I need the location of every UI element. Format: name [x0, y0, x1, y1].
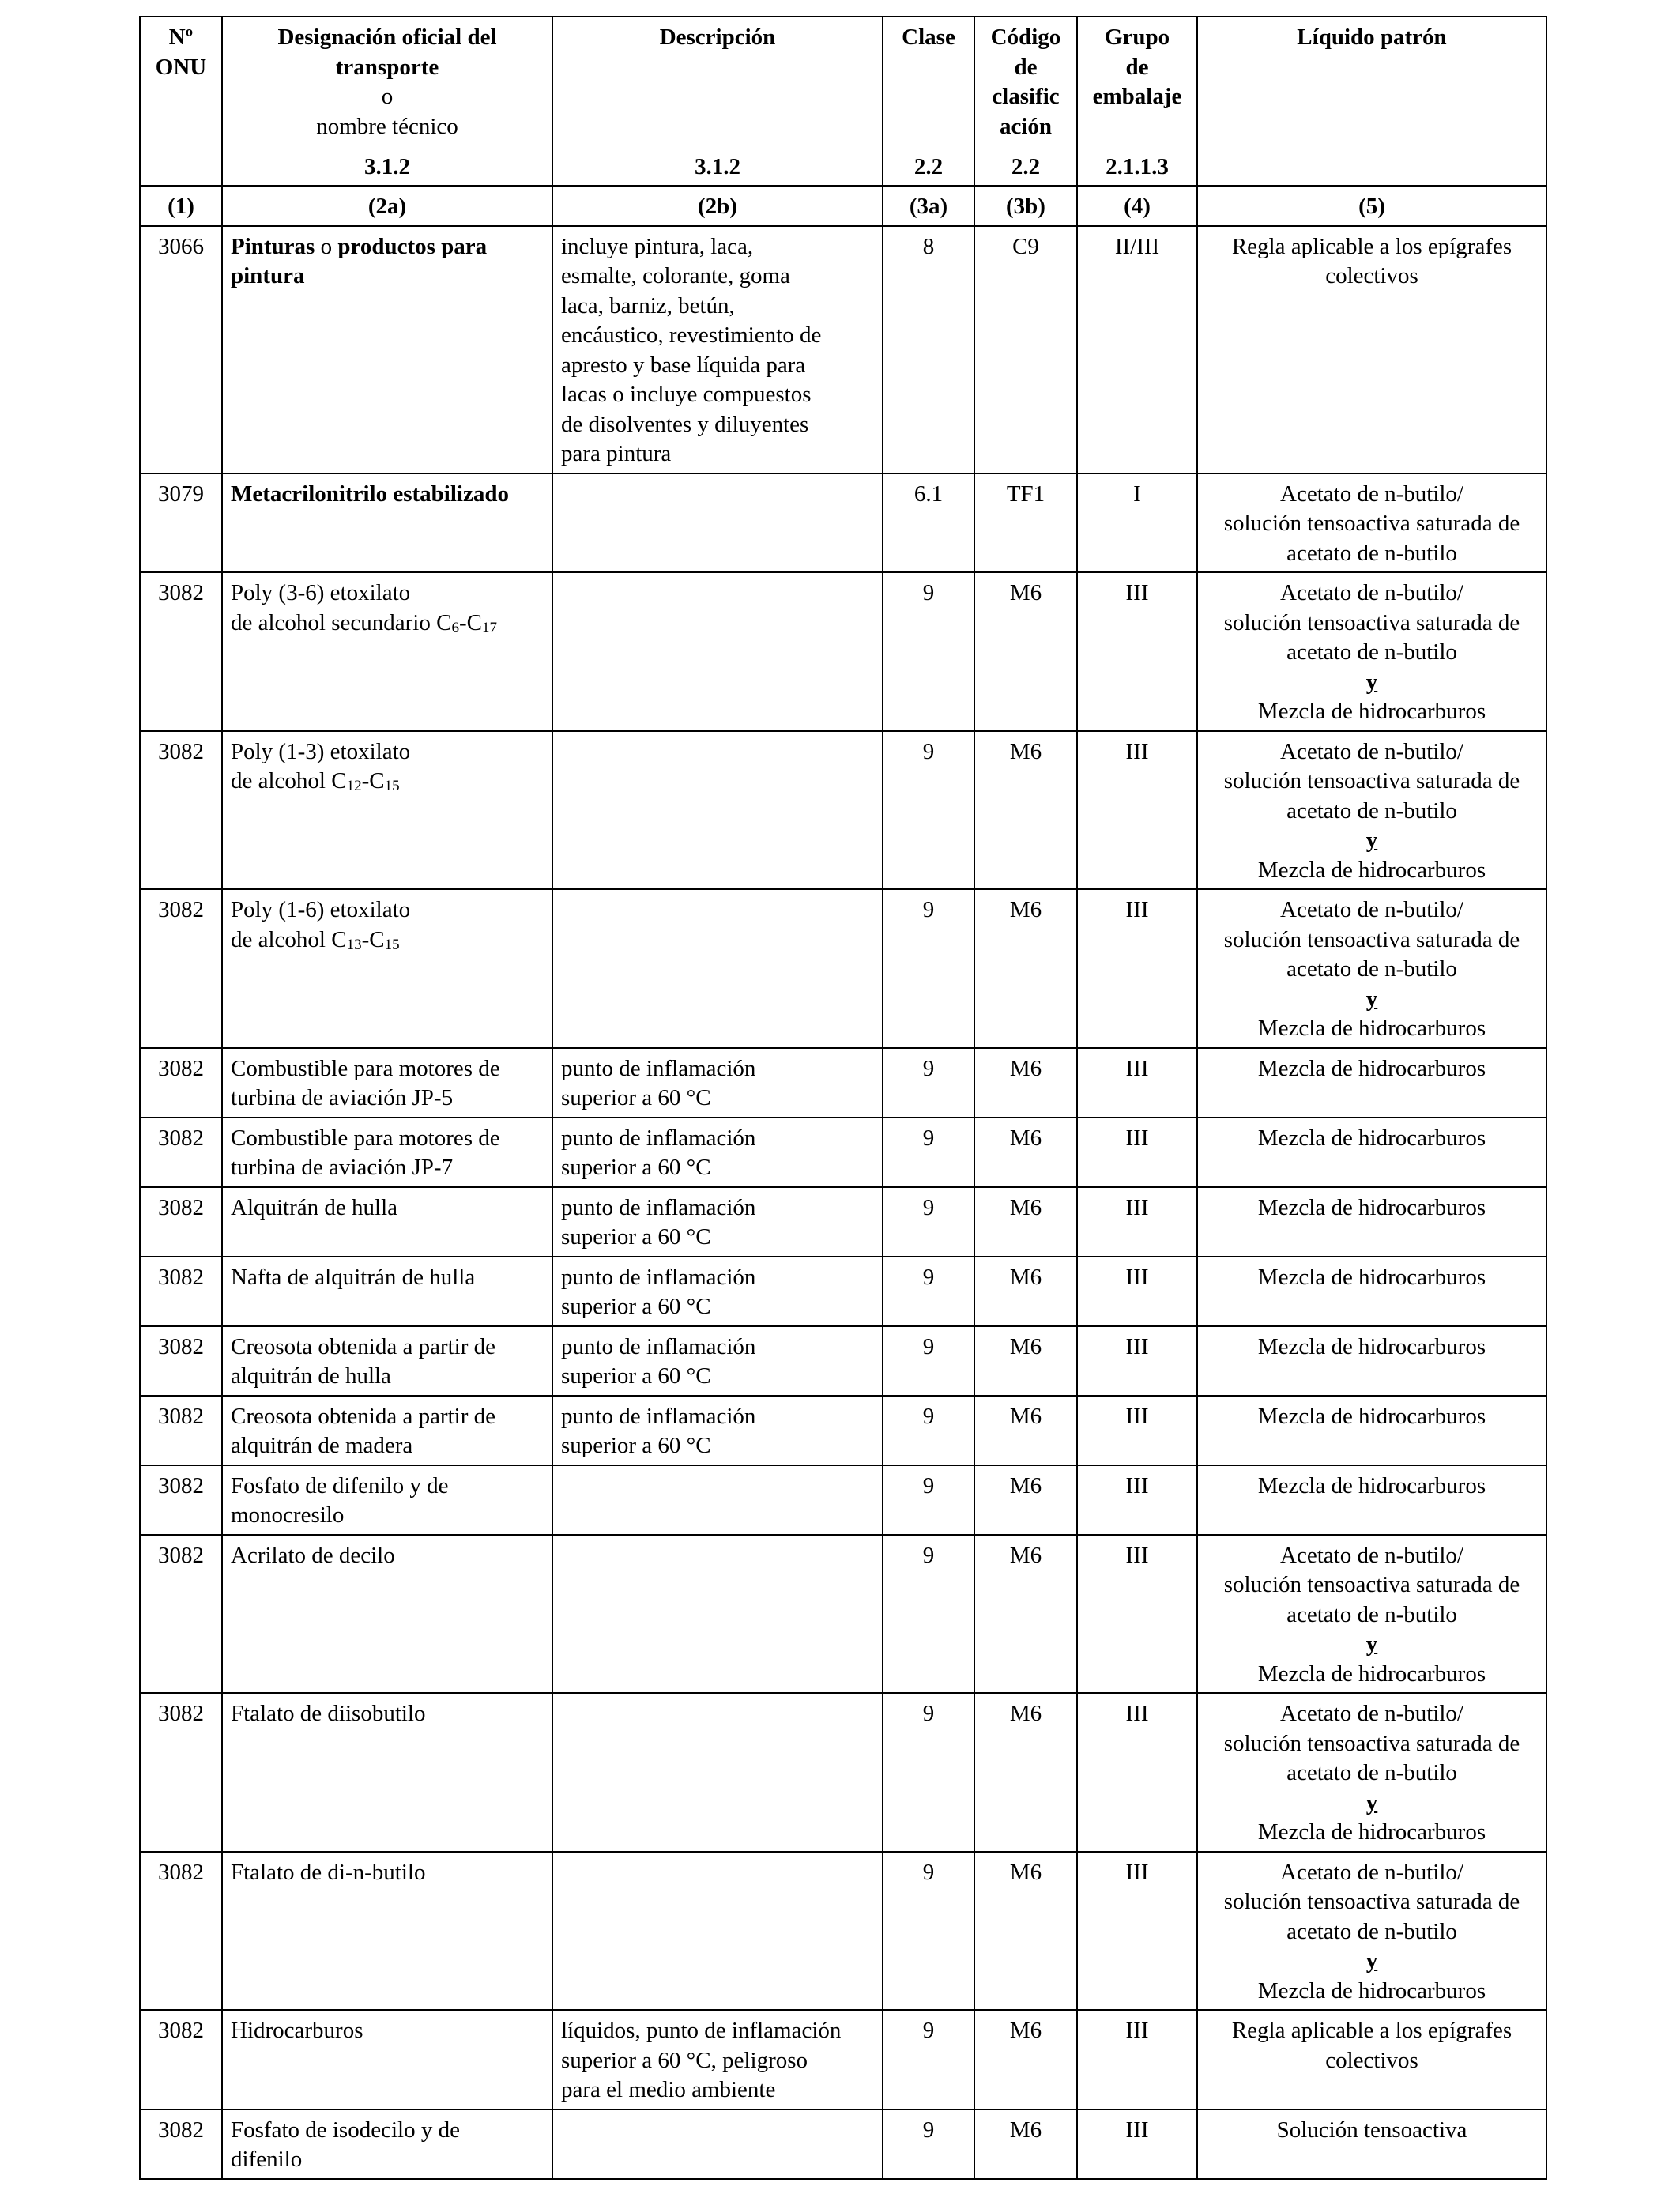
description: punto de inflamación superior a 60 °C: [552, 1187, 883, 1257]
column-number: (2b): [552, 186, 883, 226]
header-description: Descripción 3.1.2: [552, 17, 883, 186]
packing-group: II/III: [1077, 226, 1197, 473]
un-number: 3082: [140, 1852, 222, 2011]
classification-code: M6: [974, 1118, 1077, 1187]
table-row: [140, 473, 1546, 573]
classification-code: M6: [974, 1187, 1077, 1257]
table-row: [140, 226, 1546, 473]
column-number: (3a): [883, 186, 974, 226]
standard-liquids-table: [139, 16, 1547, 2180]
table-row: [140, 2109, 1546, 2179]
header-row: [140, 17, 1546, 186]
class: 9: [883, 1326, 974, 1396]
standard-liquid: Acetato de n-butilo/ solución tensoactiva saturada de acetato de n-butilo y Mezcla de hidrocarburos: [1197, 889, 1546, 1048]
table-row: [140, 1693, 1546, 1852]
classification-code: M6: [974, 731, 1077, 890]
official-name: Pinturas o productos para pintura: [222, 226, 552, 473]
class: 9: [883, 1396, 974, 1465]
packing-group: III: [1077, 889, 1197, 1048]
packing-group: III: [1077, 1396, 1197, 1465]
description: punto de inflamación superior a 60 °C: [552, 1048, 883, 1118]
official-name: Poly (3-6) etoxilato de alcohol secundario $C_6-C_{17}$: [222, 572, 552, 731]
packing-group: III: [1077, 731, 1197, 890]
column-number: (3b): [974, 186, 1077, 226]
header-official-name-ref: 3.1.2: [364, 153, 410, 179]
classification-code: C9: [974, 226, 1077, 473]
standard-liquid: Acetato de n-butilo/ solución tensoactiva saturada de acetato de n-butilo y Mezcla de hidrocarburos: [1197, 1852, 1546, 2011]
classification-code: M6: [974, 2010, 1077, 2109]
description: [552, 1693, 883, 1852]
classification-code: M6: [974, 1326, 1077, 1396]
packing-group: III: [1077, 1852, 1197, 2011]
class: 8: [883, 226, 974, 473]
official-name: Fosfato de difenilo y de monocresilo: [222, 1465, 552, 1535]
class: 9: [883, 1187, 974, 1257]
standard-liquid: Mezcla de hidrocarburos: [1197, 1048, 1546, 1118]
standard-liquid: Mezcla de hidrocarburos: [1197, 1326, 1546, 1396]
description: punto de inflamación superior a 60 °C: [552, 1396, 883, 1465]
table-row: [140, 1118, 1546, 1187]
official-name: Metacrilonitrilo estabilizado: [222, 473, 552, 573]
header-class-ref: 2.2: [913, 153, 944, 179]
classification-code: M6: [974, 1535, 1077, 1694]
column-number: (5): [1197, 186, 1546, 226]
un-number: 3082: [140, 1257, 222, 1326]
description: [552, 1465, 883, 1535]
standard-liquid: Mezcla de hidrocarburos: [1197, 1187, 1546, 1257]
column-number: (1): [140, 186, 222, 226]
description: líquidos, punto de inflamación superior a 60 °C, peligroso para el medio ambiente: [552, 2010, 883, 2109]
class: 9: [883, 1852, 974, 2011]
un-number: 3082: [140, 2010, 222, 2109]
classification-code: TF1: [974, 473, 1077, 573]
description: [552, 473, 883, 573]
standard-liquid: Regla aplicable a los epígrafes colectivos: [1197, 2010, 1546, 2109]
packing-group: III: [1077, 572, 1197, 731]
description: [552, 889, 883, 1048]
classification-code: M6: [974, 572, 1077, 731]
class: 9: [883, 1048, 974, 1118]
header-un-number: Nº ONU: [140, 17, 222, 186]
official-name: Alquitrán de hulla: [222, 1187, 552, 1257]
packing-group: III: [1077, 2109, 1197, 2179]
class: 9: [883, 889, 974, 1048]
header-official-name: Designación oficial del transporte o nombre técnico 3.1.2: [222, 17, 552, 186]
description: incluye pintura, laca, esmalte, colorante, goma laca, barniz, betún, encáustico, revestimiento de apresto y base líquida para lacas o incluye compuestos de disolventes y diluyentes para pintura: [552, 226, 883, 473]
classification-code: M6: [974, 1257, 1077, 1326]
standard-liquid: Mezcla de hidrocarburos: [1197, 1118, 1546, 1187]
un-number: 3082: [140, 1118, 222, 1187]
table-row: [140, 1465, 1546, 1535]
standard-liquid: Mezcla de hidrocarburos: [1197, 1257, 1546, 1326]
class: 9: [883, 1257, 974, 1326]
description: punto de inflamación superior a 60 °C: [552, 1257, 883, 1326]
description: punto de inflamación superior a 60 °C: [552, 1118, 883, 1187]
classification-code: M6: [974, 2109, 1077, 2179]
official-name: Creosota obtenida a partir de alquitrán de hulla: [222, 1326, 552, 1396]
standard-liquid: Solución tensoactiva: [1197, 2109, 1546, 2179]
un-number: 3082: [140, 1396, 222, 1465]
class: 9: [883, 572, 974, 731]
official-name: Hidrocarburos: [222, 2010, 552, 2109]
table-row: [140, 1048, 1546, 1118]
classification-code: M6: [974, 1396, 1077, 1465]
header-standard-liquid: Líquido patrón: [1197, 17, 1546, 186]
class: 9: [883, 2010, 974, 2109]
official-name: Poly (1-6) etoxilato de alcohol $C_{13}-C_{15}$: [222, 889, 552, 1048]
description: [552, 731, 883, 890]
classification-code: M6: [974, 889, 1077, 1048]
table-row: [140, 1326, 1546, 1396]
un-number: 3082: [140, 572, 222, 731]
table-row: [140, 572, 1546, 731]
class: 9: [883, 2109, 974, 2179]
un-number: 3082: [140, 1187, 222, 1257]
description: [552, 572, 883, 731]
un-number: 3082: [140, 2109, 222, 2179]
un-number: 3082: [140, 1048, 222, 1118]
standard-liquid: Acetato de n-butilo/ solución tensoactiva saturada de acetato de n-butilo y Mezcla de hidrocarburos: [1197, 1693, 1546, 1852]
packing-group: III: [1077, 2010, 1197, 2109]
official-name: Poly (1-3) etoxilato de alcohol $C_{12}-C_{15}$: [222, 731, 552, 890]
packing-group: III: [1077, 1326, 1197, 1396]
class: 9: [883, 1693, 974, 1852]
official-name: Ftalato de di-n-butilo: [222, 1852, 552, 2011]
packing-group: III: [1077, 1693, 1197, 1852]
header-packing-group: Grupo de embalaje 2.1.1.3: [1077, 17, 1197, 186]
column-number: (4): [1077, 186, 1197, 226]
class: 9: [883, 1535, 974, 1694]
table-row: [140, 889, 1546, 1048]
classification-code: M6: [974, 1852, 1077, 2011]
un-number: 3082: [140, 1535, 222, 1694]
official-name: Combustible para motores de turbina de aviación JP-5: [222, 1048, 552, 1118]
packing-group: III: [1077, 1535, 1197, 1694]
table-row: [140, 1187, 1546, 1257]
standard-liquid: Regla aplicable a los epígrafes colectivos: [1197, 226, 1546, 473]
official-name: Creosota obtenida a partir de alquitrán de madera: [222, 1396, 552, 1465]
packing-group: III: [1077, 1118, 1197, 1187]
header-description-ref: 3.1.2: [695, 153, 740, 179]
official-name: Acrilato de decilo: [222, 1535, 552, 1694]
packing-group: III: [1077, 1257, 1197, 1326]
un-number: 3082: [140, 1326, 222, 1396]
description: [552, 1852, 883, 2011]
packing-group: I: [1077, 473, 1197, 573]
classification-code: M6: [974, 1048, 1077, 1118]
un-number: 3082: [140, 731, 222, 890]
un-number: 3082: [140, 1693, 222, 1852]
un-number: 3066: [140, 226, 222, 473]
description: punto de inflamación superior a 60 °C: [552, 1326, 883, 1396]
packing-group: III: [1077, 1465, 1197, 1535]
table-row: [140, 731, 1546, 890]
table-row: [140, 1257, 1546, 1326]
table-row: [140, 1852, 1546, 2011]
description: [552, 2109, 883, 2179]
standard-liquid: Mezcla de hidrocarburos: [1197, 1396, 1546, 1465]
header-classification-code-ref: 2.2: [1011, 153, 1041, 179]
un-number: 3082: [140, 889, 222, 1048]
description: [552, 1535, 883, 1694]
official-name: Nafta de alquitrán de hulla: [222, 1257, 552, 1326]
official-name: Ftalato de diisobutilo: [222, 1693, 552, 1852]
header-classification-code: Código de clasific ación 2.2: [974, 17, 1077, 186]
table-row: [140, 1396, 1546, 1465]
classification-code: M6: [974, 1465, 1077, 1535]
header-class: Clase 2.2: [883, 17, 974, 186]
header-packing-group-ref: 2.1.1.3: [1106, 153, 1169, 179]
standard-liquid: Acetato de n-butilo/ solución tensoactiva saturada de acetato de n-butilo y Mezcla de hidrocarburos: [1197, 731, 1546, 890]
class: 9: [883, 731, 974, 890]
class: 9: [883, 1465, 974, 1535]
un-number: 3079: [140, 473, 222, 573]
column-number-row: [140, 186, 1546, 226]
table-row: [140, 2010, 1546, 2109]
class: 6.1: [883, 473, 974, 573]
official-name: Combustible para motores de turbina de aviación JP-7: [222, 1118, 552, 1187]
standard-liquid: Acetato de n-butilo/ solución tensoactiva saturada de acetato de n-butilo y Mezcla de hidrocarburos: [1197, 572, 1546, 731]
column-number: (2a): [222, 186, 552, 226]
classification-code: M6: [974, 1693, 1077, 1852]
packing-group: III: [1077, 1048, 1197, 1118]
official-name: Fosfato de isodecilo y de difenilo: [222, 2109, 552, 2179]
standard-liquid: Mezcla de hidrocarburos: [1197, 1465, 1546, 1535]
table-row: [140, 1535, 1546, 1694]
standard-liquid: Acetato de n-butilo/ solución tensoactiva saturada de acetato de n-butilo: [1197, 473, 1546, 573]
un-number: 3082: [140, 1465, 222, 1535]
class: 9: [883, 1118, 974, 1187]
packing-group: III: [1077, 1187, 1197, 1257]
standard-liquid: Acetato de n-butilo/ solución tensoactiva saturada de acetato de n-butilo y Mezcla de hidrocarburos: [1197, 1535, 1546, 1694]
